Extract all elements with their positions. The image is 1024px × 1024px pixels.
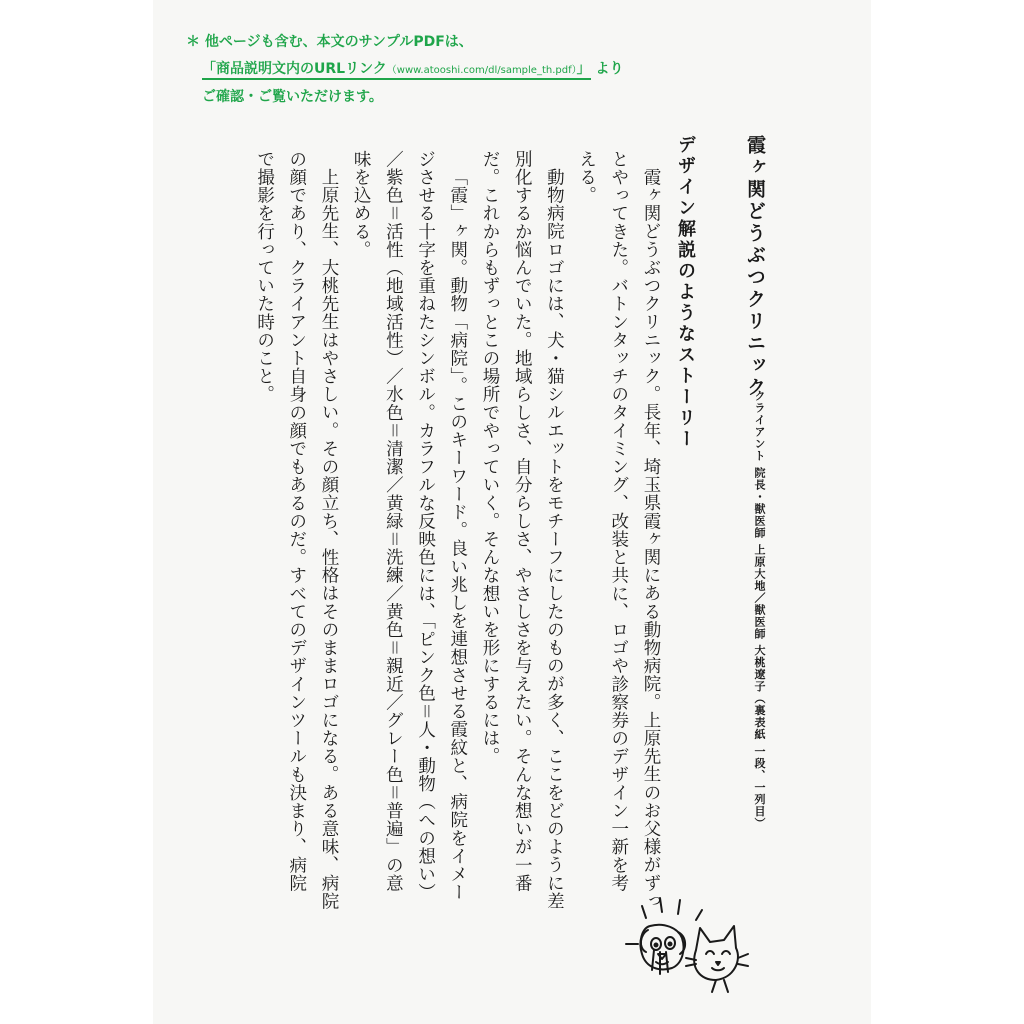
sample-pdf-link-line[interactable] xyxy=(202,60,624,80)
client-credit: クライアント 院長・獣医師 上原大地／獣医師 大桃遼子（裏表紙 一段、一列目） xyxy=(753,390,766,830)
url-link[interactable]: 「商品説明文内のURLリンク（www.atooshi.com/dl/sample_th.pdf）」 xyxy=(202,61,591,80)
article-body xyxy=(254,150,667,910)
body-paragraph: 「霞」ヶ関。動物「病院」。このキーワード。良い兆しを連想させる霞紋と、病院をイメージさせる十字を重ねたシンボル。カラフルな反映色には、「ピンク色＝人・動物（への想い）／紫色＝活性（地域活性）／水色＝清潔／黄緑＝洗練／黄色＝親近／グレー色＝普遍」の意味を込める。 xyxy=(351,150,468,902)
body-paragraph: 霞ヶ関どうぶつクリニック。長年、埼玉県霞ヶ関にある動物病院。上原先生のお父様がずっとやってきた。バトンタッチのタイミング、改装と共に、ロゴや診察券のデザイン一新を考える。 xyxy=(576,150,661,910)
article-title: 霞ヶ関どうぶつクリニック xyxy=(744,135,766,399)
body-paragraph: 上原先生、大桃先生はやさしい。その顔立ち、性格はそのままロゴになる。ある意味、病院の顔であり、クライアント自身の顔でもあるのだ。すべてのデザインツールも決まり、病院で撮影を行っていた時のこと。 xyxy=(254,150,339,910)
body-paragraph: 動物病院ロゴには、犬・猫シルエットをモチーフにしたのものが多く、ここをどのように差別化するか悩んでいた。地域らしさ、自分らしさ、やさしさを与えたい。そんな想いが一番だ。これからもずっとこの場所でやっていく。そんな想いを形にするには。 xyxy=(479,150,565,910)
sample-pdf-notice xyxy=(186,33,473,51)
url-text: （www.atooshi.com/dl/sample_th.pdf） xyxy=(386,65,577,76)
notice-line-3-wrap xyxy=(202,88,383,106)
notice-suffix: より xyxy=(590,61,624,77)
dog-and-cat-sketch-icon xyxy=(620,888,750,998)
notice-line-1: ＊ 他ページも含む、本文のサンプルPDFは、 xyxy=(186,34,473,50)
article-subtitle: デザイン解説のようなストーリー xyxy=(675,135,696,450)
url-link-label: 「商品説明文内のURLリンク xyxy=(202,61,387,77)
notice-line-3: ご確認・ご覧いただけます。 xyxy=(202,89,383,105)
